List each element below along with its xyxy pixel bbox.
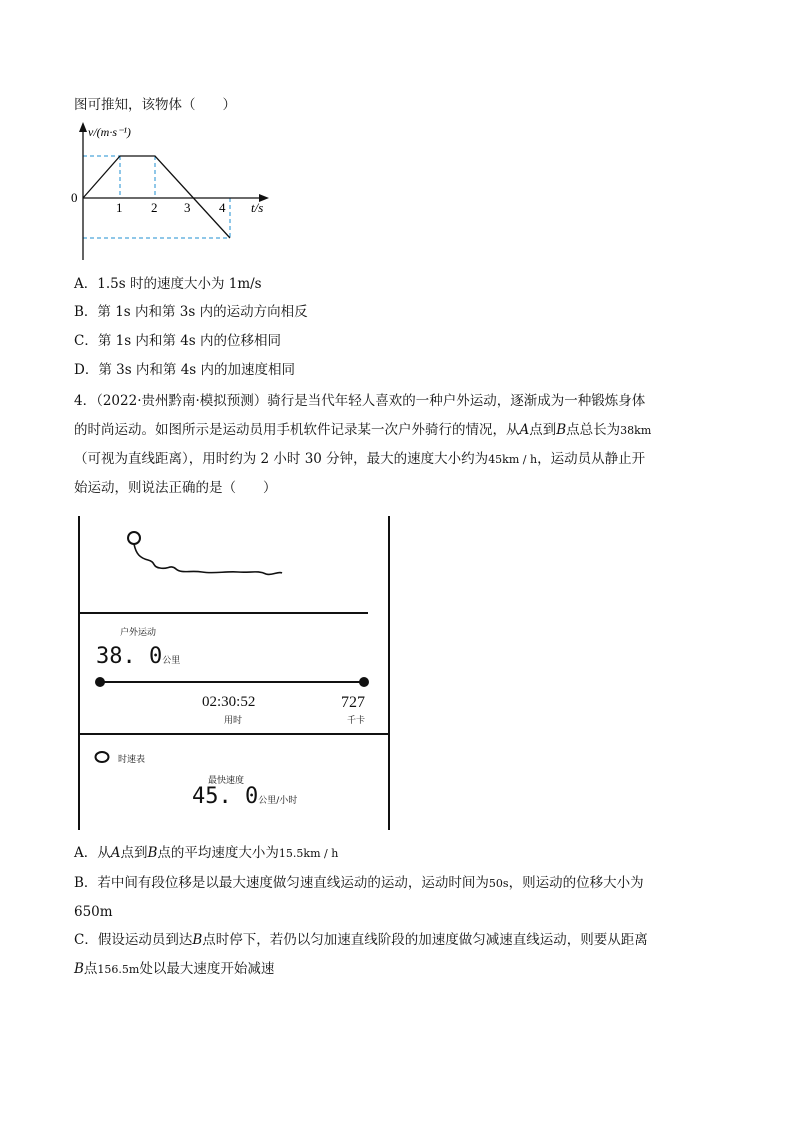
stem-text-1: 骑行是当代年轻人喜欢的一种户外运动，逐渐成为一种锻炼身体	[267, 393, 646, 409]
stem-text-4: 点总长为	[566, 422, 621, 438]
stem-text-5: （可视为直线距离），用时约为 2 小时 30 分钟，最大的速度大小约为	[74, 451, 489, 467]
stem-text-6: ，运动员从静止开	[537, 451, 646, 467]
q4-option-a-text-3: 点的平均速度大小为	[157, 845, 279, 861]
tick-label-1: 1	[116, 200, 123, 215]
q4-option-a-point-b: B	[147, 845, 158, 861]
distance-readout	[96, 644, 180, 669]
max-speed-readout	[192, 784, 297, 809]
option-d: D．第 3s 内和第 4s 内的加速度相同	[74, 362, 296, 378]
duration-value: 02:30:52	[202, 694, 256, 710]
tick-label-4: 4	[219, 200, 226, 215]
duration-label: 用时	[224, 716, 243, 726]
route-start-icon	[128, 532, 140, 544]
progress-end-dot	[359, 677, 369, 687]
tick-label-3: 3	[184, 200, 191, 215]
question-4-stem	[74, 387, 722, 503]
max-speed-label: 最快速度	[208, 776, 245, 786]
velocity-curve	[83, 156, 230, 238]
question-intro: 图可推知，该物体（ ）	[74, 97, 236, 113]
q4-option-b-text-2: ，则运动的位移大小为	[508, 875, 644, 891]
point-b: B	[556, 422, 567, 438]
stem-text-2: 的时尚运动。如图所示是运动员用手机软件记录某一次户外骑行的情况，从	[74, 422, 520, 438]
activity-label: 户外运动	[120, 628, 157, 638]
q4-option-a-text-2: 点到	[120, 845, 148, 861]
q4-option-c-text-3: 点	[83, 961, 98, 977]
q4-option-a-value: 15.5km / h	[278, 847, 339, 860]
x-axis-label: t/s	[251, 200, 264, 215]
q4-option-b-time: 50s	[488, 877, 509, 890]
q4-option-a-text-1: A．从	[74, 845, 111, 861]
q4-option-a-point-a: A	[110, 845, 121, 861]
cycling-app-figure	[76, 514, 394, 832]
progress-start-dot	[95, 677, 105, 687]
distance-unit: 公里	[162, 656, 181, 666]
question-number: 4．	[74, 393, 97, 409]
option-c: C．第 1s 内和第 4s 内的位移相同	[74, 333, 282, 349]
q4-option-c-point-b: B	[192, 932, 203, 948]
q4-option-c-text-1: C．假设运动员到达	[74, 932, 193, 948]
max-speed: 45km / h	[488, 453, 538, 466]
q4-option-a	[74, 843, 338, 864]
stem-text-7: 始运动，则说法正确的是（ ）	[74, 480, 277, 496]
q4-option-c	[74, 926, 722, 984]
distance-value: 38. 0	[96, 644, 163, 669]
option-b: B．第 1s 内和第 3s 内的运动方向相反	[74, 304, 308, 320]
origin-label: 0	[71, 190, 78, 205]
tick-label-2: 2	[151, 200, 158, 215]
max-speed-unit: 公里/小时	[258, 796, 298, 806]
y-axis-label: v/(m·s⁻¹)	[88, 125, 131, 139]
q4-option-c-distance: 156.5m	[97, 963, 140, 976]
q4-option-b	[74, 869, 722, 927]
velocity-time-graph	[68, 120, 283, 260]
q4-option-b-displacement: 650m	[74, 904, 113, 920]
option-a: A．1.5s 时的速度大小为 1m/s	[74, 276, 262, 292]
question-source: （2022·贵州黔南·模拟预测）	[96, 393, 268, 409]
q4-option-c-point-b-2: B	[74, 961, 84, 977]
point-a: A	[519, 422, 530, 438]
y-axis-arrow	[79, 122, 87, 132]
stem-text-3: 点到	[529, 422, 557, 438]
q4-option-c-text-2: 点时停下，若仍以匀加速直线阶段的加速度做匀减速直线运动，则要从距离	[202, 932, 648, 948]
calorie-label: 千卡	[347, 716, 366, 726]
calorie-value: 727	[341, 694, 365, 711]
speed-table-label: 时速表	[118, 755, 146, 765]
total-distance: 38km	[620, 424, 652, 437]
q4-option-c-text-4: 处以最大速度开始减速	[139, 961, 275, 977]
q4-option-b-text-1: B．若中间有段位移是以最大速度做匀速直线运动的运动，运动时间为	[74, 875, 489, 891]
route-path-icon	[134, 544, 282, 574]
max-speed-value: 45. 0	[192, 784, 259, 809]
speed-table-icon	[96, 752, 109, 762]
